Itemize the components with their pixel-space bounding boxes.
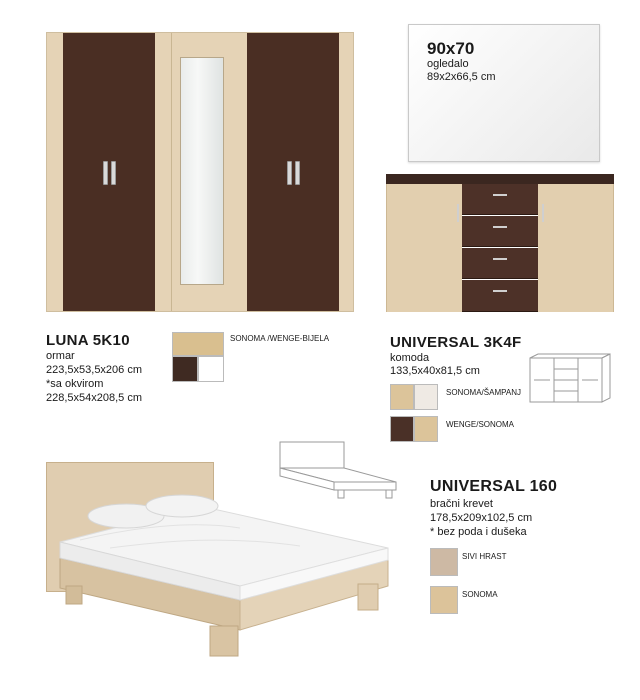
luna-title: LUNA 5K10 [46,332,130,349]
dresser-left-door [386,184,462,312]
universal160-note: * bez poda i dušeka [430,526,527,538]
universal160-swatch2-label: SONOMA [462,590,498,599]
swatch-sivi-hrast [430,548,458,576]
wardrobe-door [293,33,340,311]
swatch-sonoma [390,384,414,410]
dresser-handle [493,290,507,292]
wardrobe-side-panel [47,33,63,311]
universal160-dimensions: 178,5x209x102,5 cm [430,512,533,524]
universal3k4f-dimensions: 133,5x40x81,5 cm [390,365,480,377]
dresser-handle [493,226,507,228]
swatch-sonoma [172,332,224,356]
dresser-handle [457,204,459,222]
wardrobe-mirror [180,57,224,285]
wardrobe-side-panel [339,33,353,311]
dresser-sketch [526,352,614,410]
wardrobe-divider [155,33,171,311]
universal160-title: UNIVERSAL 160 [430,478,558,495]
dresser-drawer [462,184,538,215]
luna-dimensions-frame: 228,5x54x208,5 cm [46,392,143,404]
universal3k4f-type: komoda [390,352,430,364]
dresser-top [386,174,614,184]
swatch-sonoma [430,586,458,614]
wardrobe-door [109,33,156,311]
luna-type: ormar [46,350,75,362]
universal160-swatch1-label: SIVI HRAST [462,552,507,561]
wardrobe-handle [103,161,108,185]
swatch-sampanj [414,384,438,410]
luna-swatch-label: SONOMA /WENGE-BIJELA [230,334,330,343]
mirror-image [408,24,600,162]
luna-note: *sa okvirom [46,378,104,390]
dresser-drawer [462,216,538,247]
dresser-drawer [462,280,538,312]
luna-dimensions: 223,5x53,5x206 cm [46,364,143,376]
wardrobe-divider [231,33,247,311]
swatch-wenge [172,356,198,382]
dresser-right-door [538,184,614,312]
dresser-handle [493,194,507,196]
universal3k4f-swatch2-label: WENGE/SONOMA [446,420,515,429]
wardrobe-handle [295,161,300,185]
swatch-white [198,356,224,382]
wardrobe-handle [287,161,292,185]
mirror-size: 90x70 [427,39,475,58]
swatch-sonoma [414,416,438,442]
mirror-name: ogledalo [427,58,469,70]
wardrobe-mirror-door [171,33,233,311]
universal3k4f-title: UNIVERSAL 3K4F [390,334,522,351]
universal3k4f-swatch1-label: SONOMA/ŠAMPANJ [446,388,521,397]
dresser-drawer [462,248,538,279]
universal160-type: bračni krevet [430,498,493,510]
wardrobe-handle [111,161,116,185]
dresser-handle [542,204,544,222]
wardrobe-image [46,32,354,312]
bed-image [40,488,400,660]
dresser-handle [493,258,507,260]
mirror-dimensions: 89x2x66,5 cm [427,71,496,83]
